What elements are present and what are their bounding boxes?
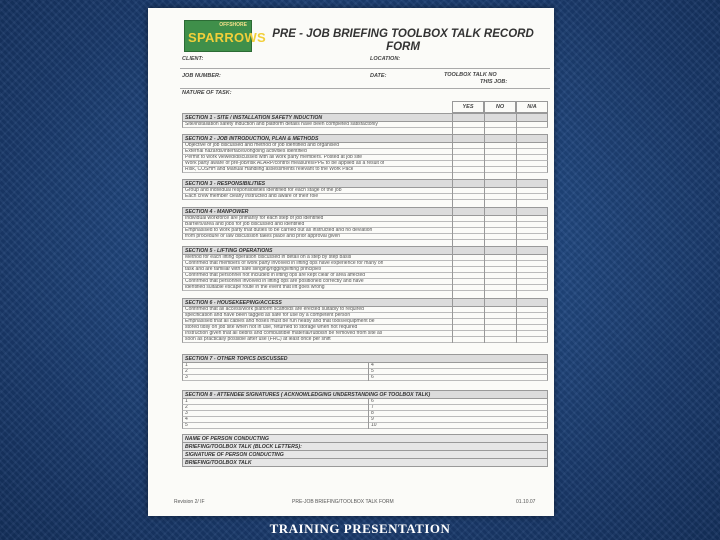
- sparrows-logo: [184, 20, 266, 52]
- header-row-client: [180, 54, 550, 69]
- checklist-item: Group and individual responsibilities identified for each stage of the job: [185, 188, 342, 193]
- topic-number: 3: [185, 375, 188, 380]
- section-2-line: [182, 167, 548, 173]
- job-number-label: JOB NUMBER:: [182, 73, 221, 79]
- client-label: CLIENT:: [182, 56, 204, 62]
- toolbox-talk-no-label: TOOLBOX TALK NO: [444, 72, 497, 78]
- slide-caption: TRAINING PRESENTATION: [269, 521, 451, 536]
- footer-form-name: PRE-JOB BRIEFING/TOOLBOX TALK FORM: [292, 499, 394, 505]
- attendee-number: 4: [185, 417, 188, 422]
- section-7-title: SECTION 7 - OTHER TOPICS DISCUSSED: [182, 354, 548, 363]
- section-7-line: [182, 375, 548, 381]
- signoff-signature-line1: SIGNATURE OF PERSON CONDUCTING: [182, 450, 548, 459]
- section-2-title: SECTION 2 - JOB INTRODUCTION, PLAN & METHODS: [182, 134, 548, 143]
- checklist-item: Emphasised that all cables and hoses must be run neatly and that tools/equipment be: [185, 319, 375, 324]
- checklist-item: identified suitable escape route in the event that lift goes wrong: [185, 285, 325, 290]
- checklist-item: Confirmed that personnel involved in lifting ops are positioned correctly and have: [185, 279, 364, 284]
- checklist-item: Confirmed that personnel not included in lifting ops are kept clear of area affected: [185, 273, 366, 278]
- checklist-item: Individual workforce are primarily for each step of job identified: [185, 216, 324, 221]
- section-4-line: [182, 234, 548, 240]
- checklist-item: Objective of job discussed and method of job identified and organised: [185, 143, 339, 148]
- section-3-line: [182, 194, 548, 200]
- na-column-header: N/A: [516, 101, 548, 113]
- footer-revision: Revision 2/ IF: [174, 499, 205, 505]
- na-column-divider: [516, 113, 517, 343]
- checklist-item: Barriers/area and jobs for job discussed and identified: [185, 222, 305, 227]
- yes-column-header: YES: [452, 101, 484, 113]
- checklist-item: Risk, COSHH and Manual Handling assessments relevant to the Work Pack: [185, 167, 354, 172]
- attendee-number: 10: [371, 423, 377, 428]
- checklist-item: specification and have been tagged as safe for use by a competent person: [185, 313, 351, 318]
- date-label: DATE:: [370, 73, 387, 79]
- section-8-divider: [368, 399, 369, 429]
- checklist-item: Confirmed that all access/work platform scaffolds are erected suitably to required: [185, 307, 364, 312]
- checklist-item: Instruction given that all debris and combustible material/rubbish be removed from site as: [185, 331, 383, 336]
- signoff-name-line2: BRIEFING/TOOLBOX TALK (BLOCK LETTERS):: [182, 442, 548, 451]
- attendee-number: 9: [371, 417, 374, 422]
- topic-number: 4: [371, 363, 374, 368]
- section-8-line: [182, 423, 548, 429]
- checklist-item: Work party aware of pre-job/risk ALARP/control measures/PPE to be applied as a result of: [185, 161, 385, 166]
- checklist-item: Confirmed that members of work party involved in lifting ops have experience for many on: [185, 261, 384, 266]
- checklist-item: Site/installation safety induction and platform details have been completed satisfactorily: [185, 122, 378, 127]
- topic-number: 1: [185, 363, 188, 368]
- logo-brand: SPARROWS: [188, 30, 266, 45]
- attendee-number: 5: [185, 423, 188, 428]
- section-5-title: SECTION 5 - LIFTING OPERATIONS: [182, 246, 548, 255]
- section-1-line: [182, 122, 548, 128]
- topic-number: 2: [185, 369, 188, 374]
- section-3-title: SECTION 3 - RESPONSIBILITIES: [182, 179, 548, 188]
- attendee-number: 8: [371, 411, 374, 416]
- checklist-item: stored tidily on job site when not in use, returned to storage when not required: [185, 325, 358, 330]
- checklist-item: Method for each lifting operation discussed in detail on a step by step basis: [185, 255, 352, 260]
- section-7-divider: [368, 363, 369, 381]
- checklist-item: Emphasised to work party that duties to be carried out as instructed and no deviation: [185, 228, 373, 233]
- topic-number: 5: [371, 369, 374, 374]
- checklist-item: soon as practically possible after use (FRC) at least once per shift: [185, 337, 331, 342]
- section-8-title: SECTION 8 - ATTENDEE SIGNATURES ( ACKNOWLEDGING UNDERSTANDING OF TOOLBOX TALK): [182, 390, 548, 399]
- section-1-title: SECTION 1 - SITE / INSTALLATION SAFETY INDUCTION: [182, 113, 548, 122]
- no-column-header: NO: [484, 101, 516, 113]
- header-row-task: [180, 88, 550, 100]
- signoff-name-line1: NAME OF PERSON CONDUCTING: [182, 434, 548, 443]
- header-row-job: [180, 70, 550, 89]
- footer-date: 01.10.07: [516, 499, 536, 505]
- form-title: PRE - JOB BRIEFING TOOLBOX TALK RECORD FORM: [272, 28, 534, 53]
- checklist-item: from procedure or law discussion takes place and prior approval given: [185, 234, 341, 239]
- attendee-number: 7: [371, 405, 374, 410]
- attendee-number: 3: [185, 411, 188, 416]
- yes-column-divider: [452, 113, 453, 343]
- nature-of-task-label: NATURE OF TASK:: [182, 90, 232, 96]
- checklist-item: task and are familiar with safe slinging/rigging/lifting principles: [185, 267, 322, 272]
- section-6-line: [182, 337, 548, 343]
- attendee-number: 2: [185, 405, 188, 410]
- signoff-signature-line2: BRIEFING/TOOLBOX TALK: [182, 458, 548, 467]
- topic-number: 6: [371, 375, 374, 380]
- section-6-title: SECTION 6 - HOUSEKEEPING/ACCESS: [182, 298, 548, 307]
- section-4-title: SECTION 4 - MANPOWER: [182, 207, 548, 216]
- section-5-line: [182, 285, 548, 291]
- attendee-number: 1: [185, 399, 188, 404]
- this-job-label: THIS JOB:: [480, 79, 508, 85]
- no-column-divider: [484, 113, 485, 343]
- attendee-number: 6: [371, 399, 374, 404]
- location-label: LOCATION:: [370, 56, 401, 62]
- checklist-item: Permit to work viewed/discussed with all work party members. Posted at job site: [185, 155, 363, 160]
- logo-tagline: OFFSHORE: [219, 22, 247, 28]
- checklist-item: External hazards/interfaces/ongoing activities identified: [185, 149, 307, 154]
- form-document: [148, 8, 554, 516]
- checklist-item: Each crew member clearly instructed and aware of their role: [185, 194, 319, 199]
